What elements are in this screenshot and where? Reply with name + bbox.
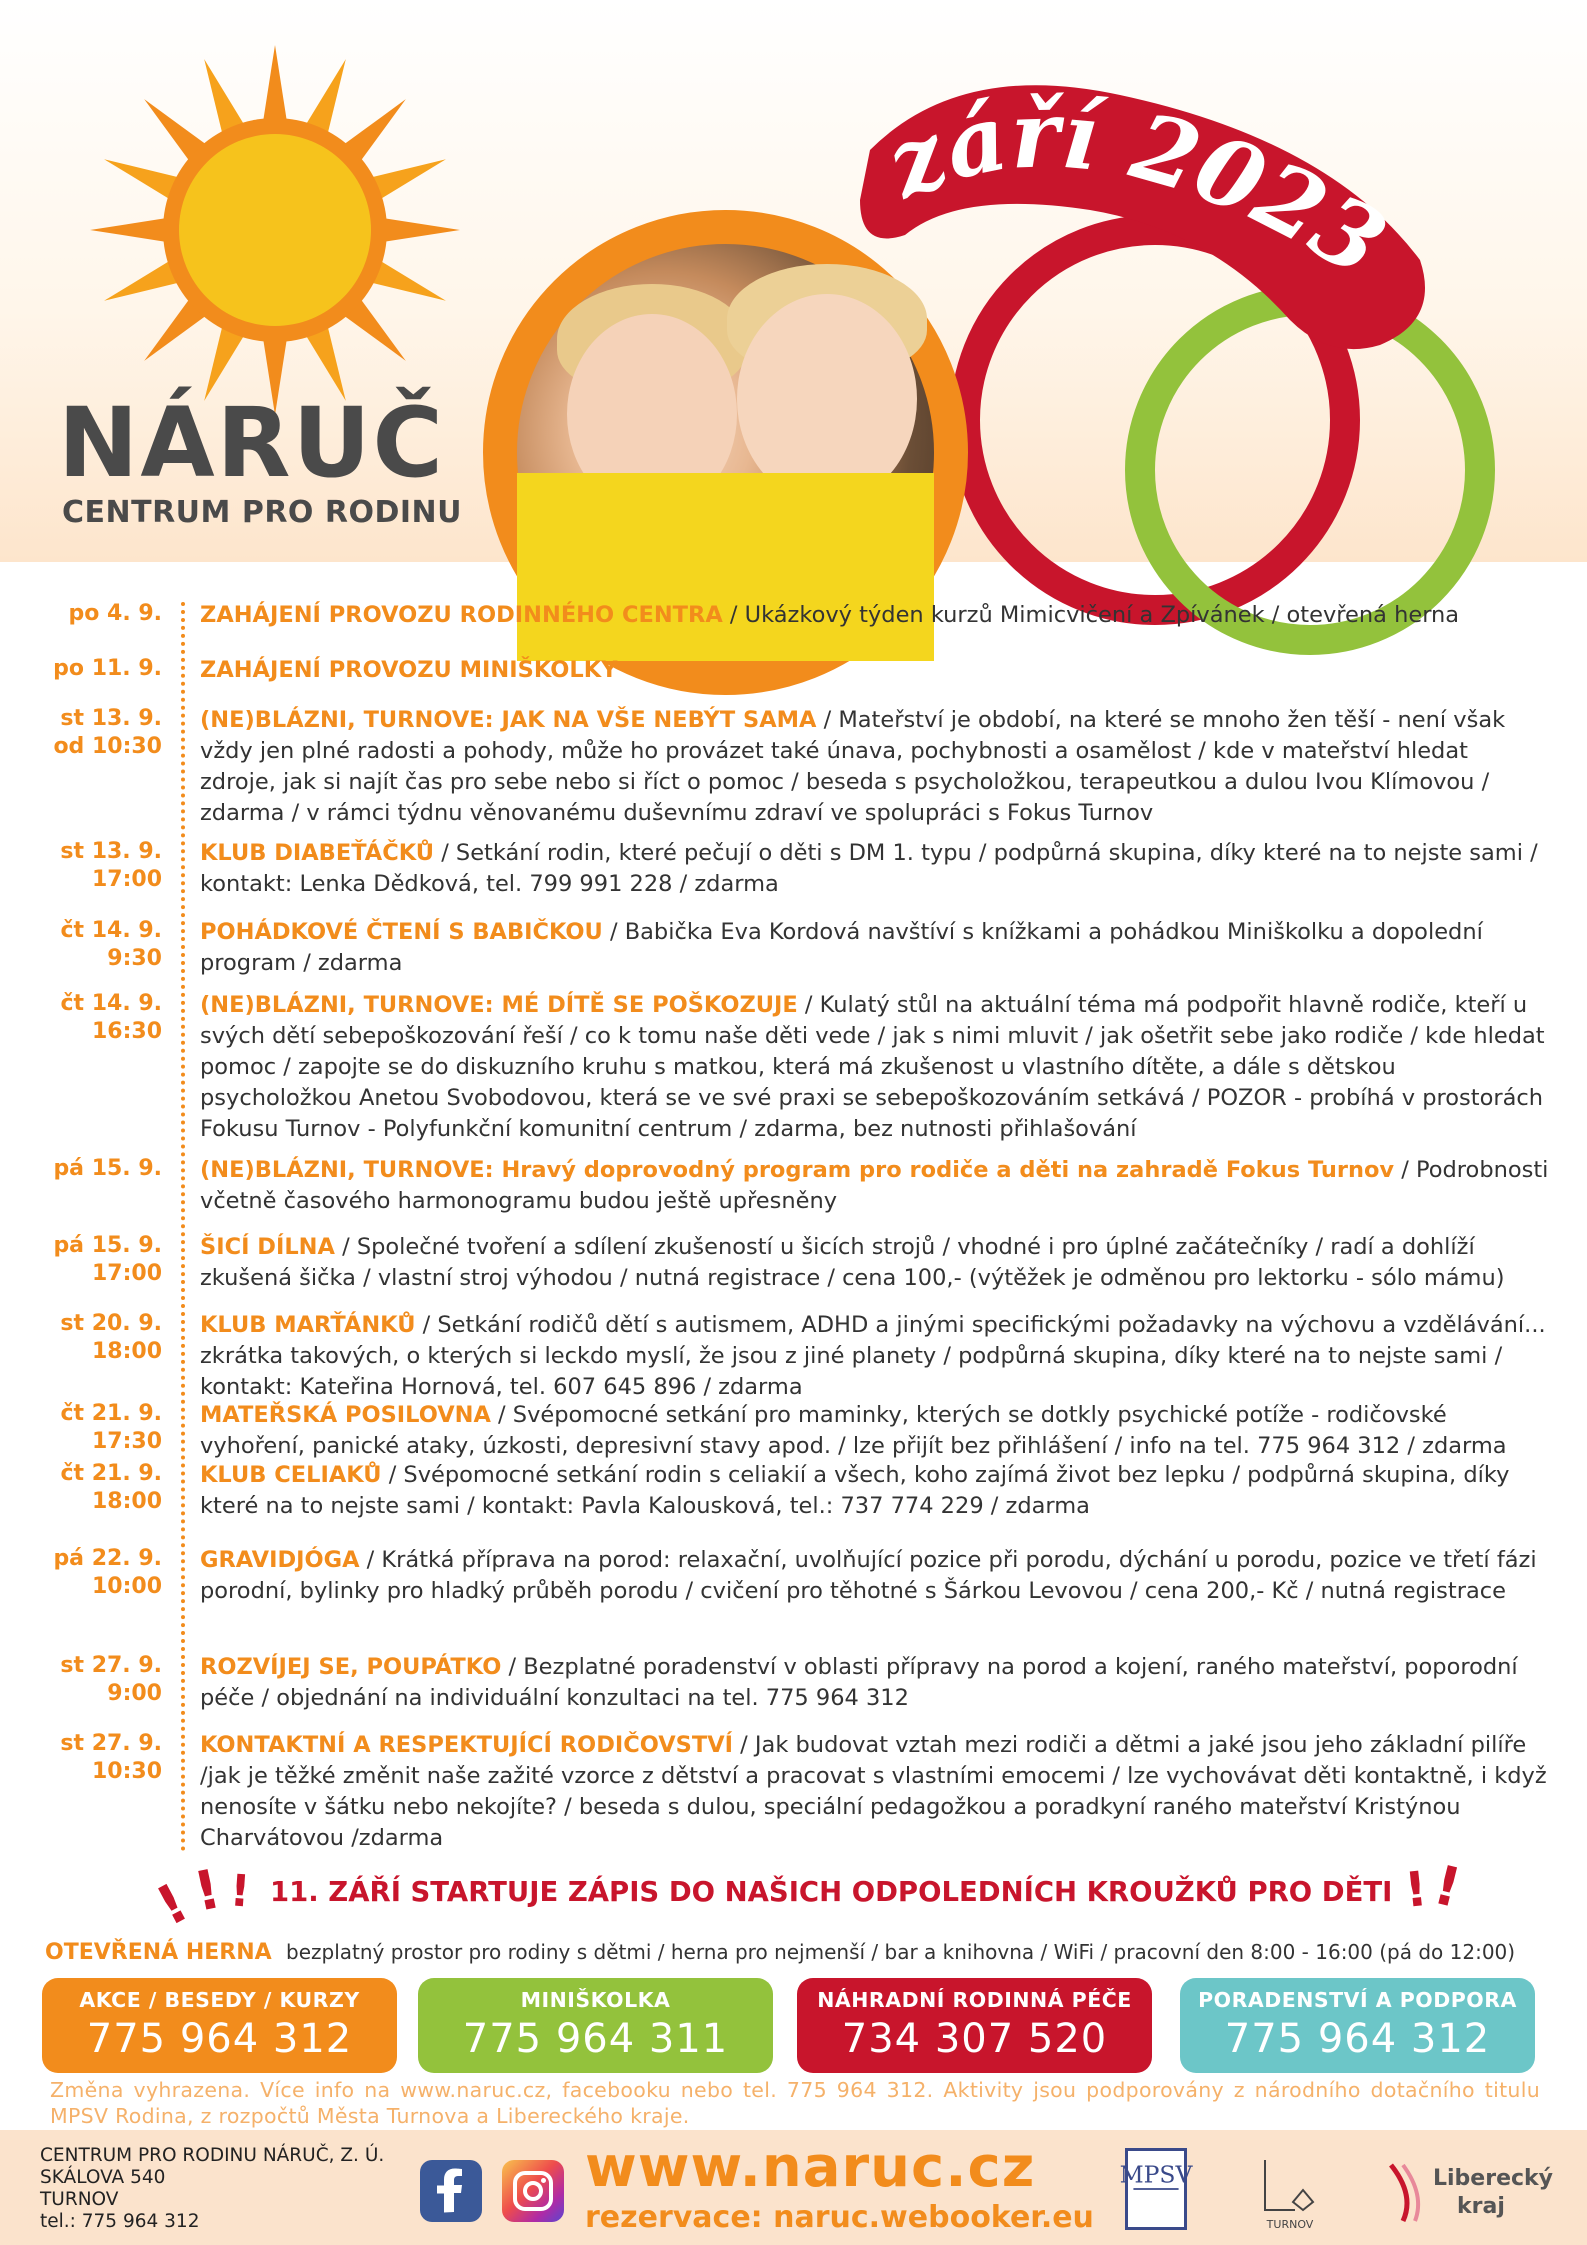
program-time: 17:30 [91, 1429, 162, 1454]
sun-icon [85, 40, 465, 420]
program-day: pá 22. 9. [53, 1546, 162, 1571]
program-description [200, 1545, 1550, 1607]
contact-phone[interactable]: 734 307 520 [841, 2016, 1108, 2062]
program-desc: / Mateřství je období, na které se mnoho žen těší - není však vždy jen plné radosti a pohody, může ho provázet také únava, pochybnosti a osamělost / kde v mateřství hledat zdroje, jak si najít čas pro sebe nebo si říct o pomoc / beseda s psycholožkou, terapeutkou a dulou Ivou Klímovou / zdarma / v rámci týdnu věnovanému duševnímu zdraví ve spolupráci s Fokus Turnov [200, 707, 1506, 826]
kraj-text-2: kraj [1457, 2194, 1505, 2219]
program-time: 9:00 [107, 1681, 162, 1706]
address [40, 2145, 384, 2233]
program-day: st 13. 9. [60, 706, 162, 731]
address-line: TURNOV [40, 2189, 119, 2210]
instagram-icon[interactable] [502, 2160, 564, 2222]
banner-text: 11. ZÁŘÍ STARTUJE ZÁPIS DO NAŠICH ODPOLEDNÍCH KROUŽKŮ PRO DĚTI [270, 1876, 1393, 1908]
program-date [20, 838, 162, 894]
program-description [200, 1652, 1550, 1714]
program-desc: / Setkání rodičů dětí s autismem, ADHD a jinými specifickými požadavky na výchovu a vzdělávání... zkrátka takových, o kterých si leckdo myslí, že jsou z jiné planety / podpůrná skupina, díky které na to nejste sami / kontakt: Kateřina Hornová, tel. 607 645 896 / zdarma [200, 1312, 1546, 1400]
program-time: 17:00 [91, 867, 162, 892]
mpsv-text: MPSV [1119, 2160, 1193, 2189]
website-link[interactable]: www.naruc.cz [585, 2135, 1036, 2200]
program-description [200, 1400, 1550, 1462]
program-date [20, 1310, 162, 1366]
program-title: ŠICÍ DÍLNA [200, 1234, 335, 1260]
program-day: st 20. 9. [60, 1311, 162, 1336]
program-day: čt 21. 9. [60, 1461, 162, 1486]
program-title: POHÁDKOVÉ ČTENÍ S BABIČKOU [200, 919, 603, 945]
program-day: st 27. 9. [60, 1731, 162, 1756]
program-day: po 11. 9. [53, 656, 162, 681]
program-date [20, 1155, 162, 1183]
program-description [200, 705, 1550, 829]
svg-text:září 2023 [870, 80, 1403, 298]
contact-label: MINIŠKOLKA [520, 1988, 671, 2012]
program-desc: / Bezplatné poradenství v oblasti přípravy na porod a kojení, raného mateřství, poporodní péče / objednání na individuální konzultaci na tel. 775 964 312 [200, 1654, 1518, 1711]
turnov-logo [1255, 2150, 1325, 2235]
program-description [200, 1310, 1550, 1403]
program-date [20, 1232, 162, 1288]
contact-box-preschool [418, 1978, 773, 2073]
program-date [20, 1730, 162, 1786]
program-description [200, 1460, 1550, 1522]
program-description [200, 600, 1550, 631]
program-title: (NE)BLÁZNI, TURNOVE: Hravý doprovodný program pro rodiče a děti na zahradě Fokus Turnov [200, 1157, 1395, 1183]
disclaimer-note: Změna vyhrazena. Více info na www.naruc.cz, facebooku nebo tel. 775 964 312. Aktivity jsou podporovány z národního dotačního titulu MPSV Rodina, z rozpočtů Města Turnova a Libereckého kraje. [50, 2078, 1540, 2128]
open-playroom-info [45, 1940, 1565, 1965]
program-date [20, 600, 162, 628]
header [0, 0, 1587, 562]
program-time: 16:30 [91, 1019, 162, 1044]
sun-ray [379, 217, 460, 242]
contact-box-counseling [1180, 1978, 1535, 2073]
program-date [20, 1400, 162, 1456]
program-description [200, 1155, 1550, 1217]
program-day: čt 14. 9. [60, 991, 162, 1016]
program-time: 17:00 [91, 1261, 162, 1286]
footer [0, 2130, 1587, 2245]
program-desc: / Krátká příprava na porod: relaxační, uvolňující pozice při porodu, dýchání u porodu, pozice ve třetí fázi porodní, bylinky pro hladký průběh porodu / cvičení pro těhotné s Šárkou Levovou / cena 200,- Kč / nutná registrace [200, 1547, 1537, 1604]
program-description [200, 655, 1550, 686]
contact-phone[interactable]: 775 964 311 [462, 2016, 729, 2062]
program-description [200, 917, 1550, 979]
program-date [20, 917, 162, 973]
program-desc: / Podrobnosti včetně časového harmonogramu budou ještě upřesněny [200, 1157, 1549, 1214]
program-day: po 4. 9. [68, 601, 162, 626]
logo-name: NÁRUČ [58, 387, 445, 499]
mpsv-logo [1119, 2148, 1193, 2230]
contact-label: PORADENSTVÍ A PODPORA [1198, 1988, 1517, 2012]
address-phone: tel.: 775 964 312 [40, 2211, 200, 2232]
contact-phone[interactable]: 775 964 312 [1224, 2016, 1491, 2062]
registration-banner [146, 1852, 1468, 1939]
program-date [20, 1545, 162, 1601]
facebook-icon[interactable] [420, 2160, 482, 2222]
program-date [20, 705, 162, 761]
program-day: čt 21. 9. [60, 1401, 162, 1426]
kraj-text-1: Liberecký [1433, 2166, 1554, 2191]
contact-phone[interactable]: 775 964 312 [86, 2016, 353, 2062]
liberec-region-logo [1385, 2155, 1555, 2225]
program-day: pá 15. 9. [53, 1233, 162, 1258]
program-desc: / Jak budovat vztah mezi rodiči a dětmi a jaké jsou jeho základní pilíře /jak je těžké změnit naše zažité vzorce z dětství a pracovat s vlastními emocemi / lze vychovávat děti kontaktně, i když nenosíte v šátku nebo nekojíte? / beseda s dulou, speciální pedagožkou a poradkyní raného mateřství Kristýnou Charvátovou /zdarma [200, 1732, 1547, 1851]
program-description [200, 1730, 1550, 1854]
month-title-text: září 2023 [872, 80, 1404, 298]
program-date [20, 655, 162, 683]
sun-ray [262, 45, 287, 126]
address-line: SKÁLOVA 540 [40, 2167, 166, 2188]
contact-box-foster-care [797, 1978, 1152, 2073]
program-date [20, 990, 162, 1046]
timeline-divider [181, 602, 185, 1852]
program-time: od 10:30 [53, 734, 162, 759]
program-title: ZAHÁJENÍ PROVOZU MINIŠKOLKY [200, 657, 618, 683]
program-day: čt 14. 9. [60, 918, 162, 943]
contact-box-events [42, 1978, 397, 2073]
program-day: pá 15. 9. [53, 1156, 162, 1181]
program-day: st 13. 9. [60, 839, 162, 864]
program-title: (NE)BLÁZNI, TURNOVE: MÉ DÍTĚ SE POŠKOZUJE [200, 992, 798, 1018]
program-title: (NE)BLÁZNI, TURNOVE: JAK NA VŠE NEBÝT SAMA [200, 707, 817, 733]
program-description [200, 1232, 1550, 1294]
sun-ray [90, 217, 171, 242]
program-desc: / Setkání rodin, které pečují o děti s DM 1. typu / podpůrná skupina, díky které na to nejste sami / kontakt: Lenka Dědková, tel. 799 991 228 / zdarma [200, 840, 1538, 897]
program-title: KLUB MARŤÁNKŮ [200, 1312, 416, 1338]
program-title: ROZVÍJEJ SE, POUPÁTKO [200, 1654, 502, 1680]
playroom-text: bezplatný prostor pro rodiny s dětmi / herna pro nejmenší / bar a knihovna / WiFi / pracovní den 8:00 - 16:00 (pá do 12:00) [286, 1940, 1516, 1964]
program-title: MATEŘSKÁ POSILOVNA [200, 1402, 491, 1428]
program-description [200, 838, 1550, 900]
exclamation-icon: ! [1402, 1861, 1430, 1919]
playroom-label: OTEVŘENÁ HERNA [45, 1940, 272, 1965]
program-time: 9:30 [107, 946, 162, 971]
program-time: 10:30 [91, 1759, 162, 1784]
program-desc: / Kulatý stůl na aktuální téma má podpořit hlavně rodiče, kteří u svých dětí sebepoškozování řeší / co k tomu naše děti vede / jak s nimi mluvit / jak ošetřit sebe jako rodiče / kde hledat pomoc / zapojte se do diskuzního kruhu s matkou, která má zkušenost u vlastního dítěte, a dále s dětskou psycholožkou Anetou Svobodovou, která se ve své praxi se sebepoškozováním setkává / POZOR - probíhá v prostorách Fokusu Turnov - Polyfunkční komunitní centrum / zdarma, bez nutnosti přihlašování [200, 992, 1545, 1142]
program-title: ZAHÁJENÍ PROVOZU RODINNÉHO CENTRA [200, 602, 723, 628]
program-desc: / Svépomocné setkání rodin s celiakií a všech, koho zajímá život bez lepku / podpůrná skupina, díky které na to nejste sami / kontakt: Pavla Kalousková, tel.: 737 774 229 / zdarma [200, 1462, 1510, 1519]
logo-subtitle: CENTRUM PRO RODINU [62, 495, 463, 530]
program-day: st 27. 9. [60, 1653, 162, 1678]
program-time: 10:00 [91, 1574, 162, 1599]
contact-label: NÁHRADNÍ RODINNÁ PÉČE [817, 1988, 1132, 2012]
exclamation-icon: ! [228, 1865, 252, 1918]
program-title: KONTAKTNÍ A RESPEKTUJÍCÍ RODIČOVSTVÍ [200, 1732, 734, 1758]
program-date [20, 1652, 162, 1708]
program-date [20, 1460, 162, 1516]
exclamation-icon: ! [146, 1870, 198, 1939]
program-time: 18:00 [91, 1489, 162, 1514]
exclamation-icon: ! [1427, 1852, 1468, 1921]
contact-label: AKCE / BESEDY / KURZY [79, 1988, 360, 2012]
program-title: KLUB DIABEŤÁČKŮ [200, 840, 435, 866]
program-description [200, 990, 1550, 1145]
address-line: CENTRUM PRO RODINU NÁRUČ, Z. Ú. [40, 2145, 385, 2166]
program-title: GRAVIDJÓGA [200, 1547, 360, 1573]
program-desc: / Ukázkový týden kurzů Mimicvičení a Zpívánek / otevřená herna [722, 602, 1460, 628]
program-time: 18:00 [91, 1339, 162, 1364]
reservation-link[interactable]: rezervace: naruc.webooker.eu [585, 2200, 1094, 2235]
exclamation-icon: ! [188, 1857, 226, 1924]
program-desc: / Svépomocné setkání pro maminky, kterých se dotkly psychické potíže - rodičovské vyhoření, panické ataky, úzkosti, depresivní stavy apod. / lze přijít bez přihlášení / info na tel. 775 964 312 / zdarma [200, 1402, 1507, 1459]
turnov-text: TURNOV [1266, 2218, 1314, 2231]
program-desc: / Společné tvoření a sdílení zkušeností u šicích strojů / vhodné i pro úplné začátečníky / radí a dohlíží zkušená šička / vlastní stroj výhodou / nutná registrace / cena 100,- (výtěžek je odměnou pro lektorku - sólo mámu) [200, 1234, 1505, 1291]
logo-text [58, 387, 445, 499]
program-title: KLUB CELIAKŮ [200, 1462, 382, 1488]
program-desc: / Babička Eva Kordová navštíví s knížkami a pohádkou Miniškolku a dopolední program / zdarma [200, 919, 1483, 976]
